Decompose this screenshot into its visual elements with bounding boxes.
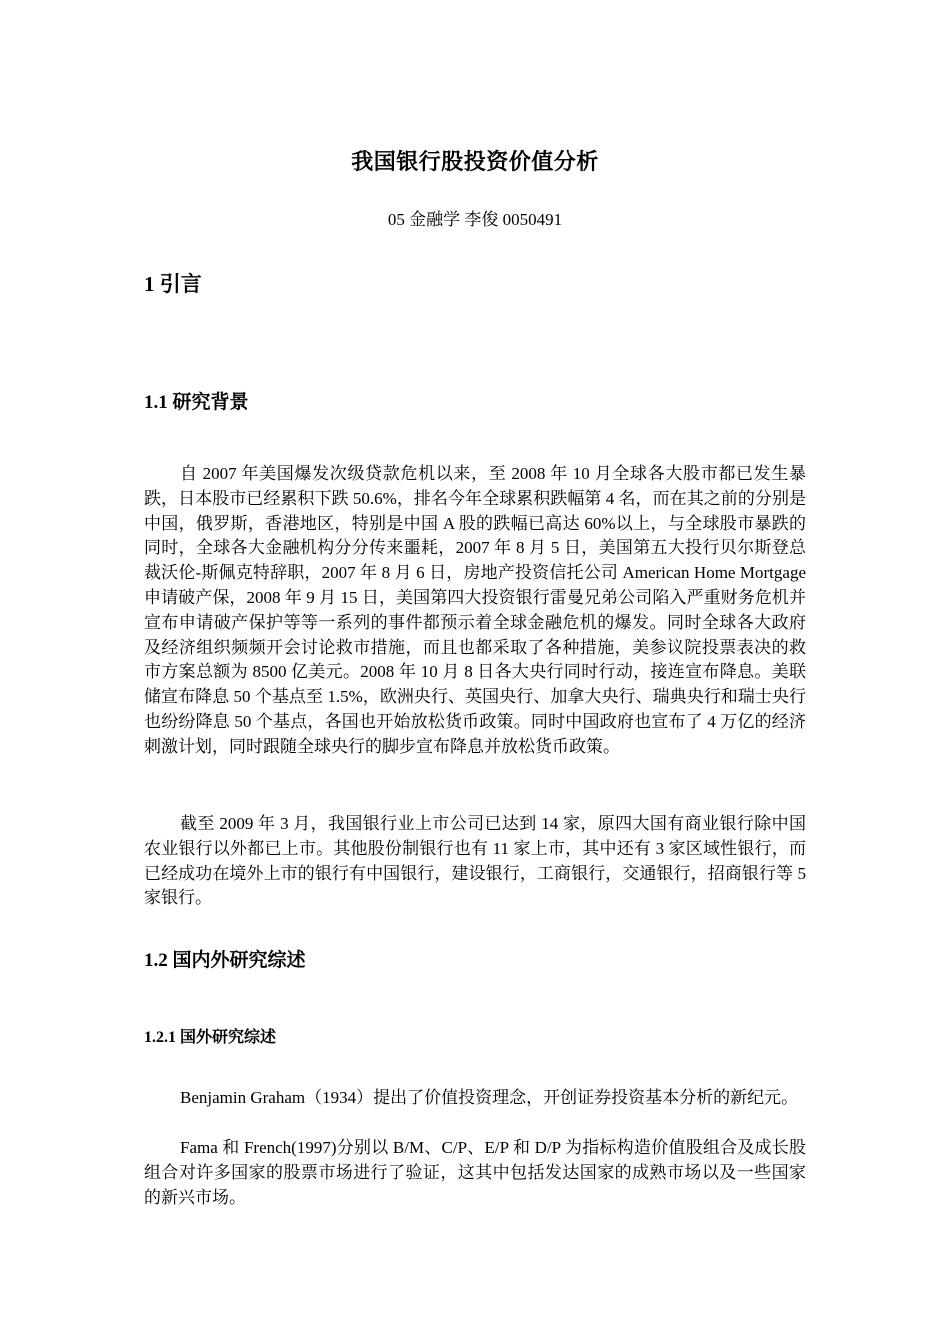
paragraph-background-1: 自 2007 年美国爆发次级贷款危机以来，至 2008 年 10 月全球各大股市都已发生暴跌，日本股市已经累积下跌 50.6%，排名今年全球累积跌幅第 4 名，而在其之前的分别是中国，俄罗斯，香港地区，特别是中国 A 股的跌幅已高达 60%以上，与全球股市暴跌的同时，全球各大金融机构分分传来噩耗，2007 年 8 月 5 日，美国第五大投行贝尔斯登总裁沃伦-斯佩克特辞职，2007 年 8 月 6 日，房地产投资信托公司 American Home Mortgage 申请破产保，2008 年 9 月 15 日，美国第四大投资银行雷曼兄弟公司陷入严重财务危机并宣布申请破产保护等等一系列的事件都预示着全球金融危机的爆发。同时全球各大政府及经济组织频频开会讨论救市措施，而且也都采取了各种措施，美参议院投票表决的救市方案总额为 8500 亿美元。2008 年 10 月 8 日各大央行同时行动，接连宣布降息。美联储宣布降息 50 个基点至 1.5%，欧洲央行、英国央行、加拿大央行、瑞典央行和瑞士央行也纷纷降息 50 个基点，各国也开始放松货币政策。同时中国政府也宣布了 4 万亿的经济刺激计划，同时跟随全球央行的脚步宣布降息并放松货币政策。 [144,464,806,756]
author-line: 05 金融学 李俊 0050491 [387,210,563,229]
paragraph-foreign-review-1: Benjamin Graham（1934）提出了价值投资理念，开创证券投资基本分析的新纪元。 [180,1088,799,1107]
paragraph-background-2: 截至 2009 年 3 月，我国银行业上市公司已达到 14 家，原四大国有商业银行除中国农业银行以外都已上市。其他股份制银行也有 11 家上市，其中还有 3 家区域性银行，而已经成功在境外上市的银行有中国银行，建设银行，工商银行，交通银行，招商银行等 5 家银行。 [144,814,806,908]
subsection-heading-foreign-review: 1.2.1 国外研究综述 [144,1029,277,1046]
section-heading-background: 1.1 研究背景 [144,392,249,413]
document-title: 我国银行股投资价值分析 [351,149,599,174]
paragraph-foreign-review-2: Fama 和 French(1997)分别以 B/M、C/P、E/P 和 D/P 为指标构造价值股组合及成长股组合对许多国家的股票市场进行了验证，这其中包括发达国家的成熟市场以及一些国家的新兴市场。 [144,1138,806,1207]
section-heading-introduction: 1 引言 [144,272,202,296]
section-heading-literature-review: 1.2 国内外研究综述 [144,950,306,971]
